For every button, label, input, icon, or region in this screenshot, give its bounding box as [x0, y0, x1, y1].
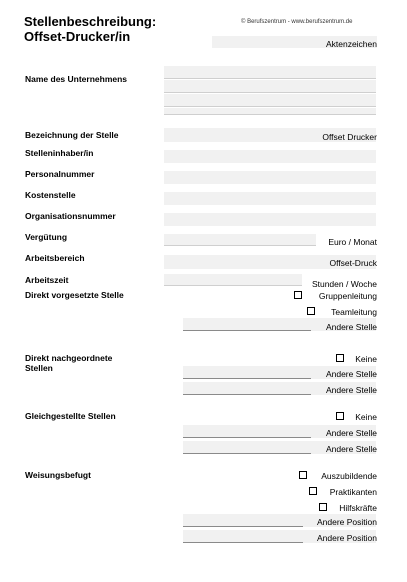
company-field-line-1[interactable]: [164, 66, 376, 79]
salary-unit: Euro / Monat: [328, 237, 377, 247]
subordinates-label-line-1: Direkt nachgeordnete: [25, 353, 113, 363]
org-number-field[interactable]: [164, 213, 376, 226]
subordinates-other-line-1: [183, 378, 311, 379]
company-field-line-4[interactable]: [164, 108, 376, 115]
team-lead-checkbox[interactable]: [307, 307, 315, 315]
peers-other-label-1: Andere Stelle: [325, 428, 377, 438]
salary-field[interactable]: [164, 234, 316, 246]
subordinates-label: [25, 353, 112, 373]
subordinates-other-label-2: Andere Stelle: [325, 385, 377, 395]
peers-other-label-2: Andere Stelle: [325, 444, 377, 454]
position-value: Offset Drucker: [322, 132, 377, 142]
personnel-number-label: Personalnummer: [25, 169, 95, 179]
trainees-label: Auszubildende: [321, 471, 377, 481]
peers-label: Gleichgestellte Stellen: [25, 411, 116, 421]
org-number-label: Organisationsnummer: [25, 211, 116, 221]
interns-checkbox[interactable]: [309, 487, 317, 495]
peers-other-line-1: [183, 437, 311, 438]
title-line-2: Offset-Drucker/in: [24, 29, 131, 44]
salary-label: Vergütung: [25, 232, 68, 242]
peers-other-line-2: [183, 453, 311, 454]
subordinates-none-label: Keine: [355, 354, 377, 364]
holder-field[interactable]: [164, 150, 376, 163]
group-lead-checkbox[interactable]: [294, 291, 302, 299]
subordinates-none-checkbox[interactable]: [336, 354, 344, 362]
helpers-checkbox[interactable]: [319, 503, 327, 511]
work-time-unit: Stunden / Woche: [311, 279, 377, 289]
interns-label: Praktikanten: [329, 487, 377, 497]
supervisor-label: Direkt vorgesetzte Stelle: [25, 290, 124, 300]
work-time-field[interactable]: [164, 274, 302, 286]
trainees-checkbox[interactable]: [299, 471, 307, 479]
authority-other-line-1: [183, 526, 303, 527]
supervisor-other-label: Andere Stelle: [325, 322, 377, 332]
position-label: Bezeichnung der Stelle: [25, 130, 119, 140]
subordinates-label-line-2: Stellen: [25, 363, 53, 373]
company-field-line-3[interactable]: [164, 94, 376, 107]
authority-other-label-2: Andere Position: [316, 533, 377, 543]
authority-other-label-1: Andere Position: [316, 517, 377, 527]
company-field-line-2[interactable]: [164, 80, 376, 93]
aktenzeichen-label: Aktenzeichen: [325, 39, 377, 49]
helpers-label: Hilfskräfte: [339, 503, 377, 513]
title-line-1: Stellenbeschreibung:: [24, 14, 157, 29]
work-area-label: Arbeitsbereich: [25, 253, 85, 263]
subordinates-other-label-1: Andere Stelle: [325, 369, 377, 379]
group-lead-label: Gruppenleitung: [318, 291, 377, 301]
holder-label: Stelleninhaber/in: [25, 148, 94, 158]
cost-center-field[interactable]: [164, 192, 376, 205]
copyright-notice: © Berufszentrum - www.berufszentrum.de: [241, 19, 353, 25]
form-title: [24, 14, 156, 44]
team-lead-label: Teamleitung: [331, 307, 377, 317]
authority-label: Weisungsbefugt: [25, 470, 91, 480]
work-area-value: Offset-Druck: [329, 258, 377, 268]
authority-other-line-2: [183, 542, 303, 543]
supervisor-other-line: [183, 330, 311, 331]
peers-none-checkbox[interactable]: [336, 412, 344, 420]
subordinates-other-line-2: [183, 394, 311, 395]
personnel-number-field[interactable]: [164, 171, 376, 184]
peers-none-label: Keine: [355, 412, 377, 422]
work-time-label: Arbeitszeit: [25, 275, 69, 285]
company-label: Name des Unternehmens: [25, 74, 128, 84]
cost-center-label: Kostenstelle: [25, 190, 76, 200]
